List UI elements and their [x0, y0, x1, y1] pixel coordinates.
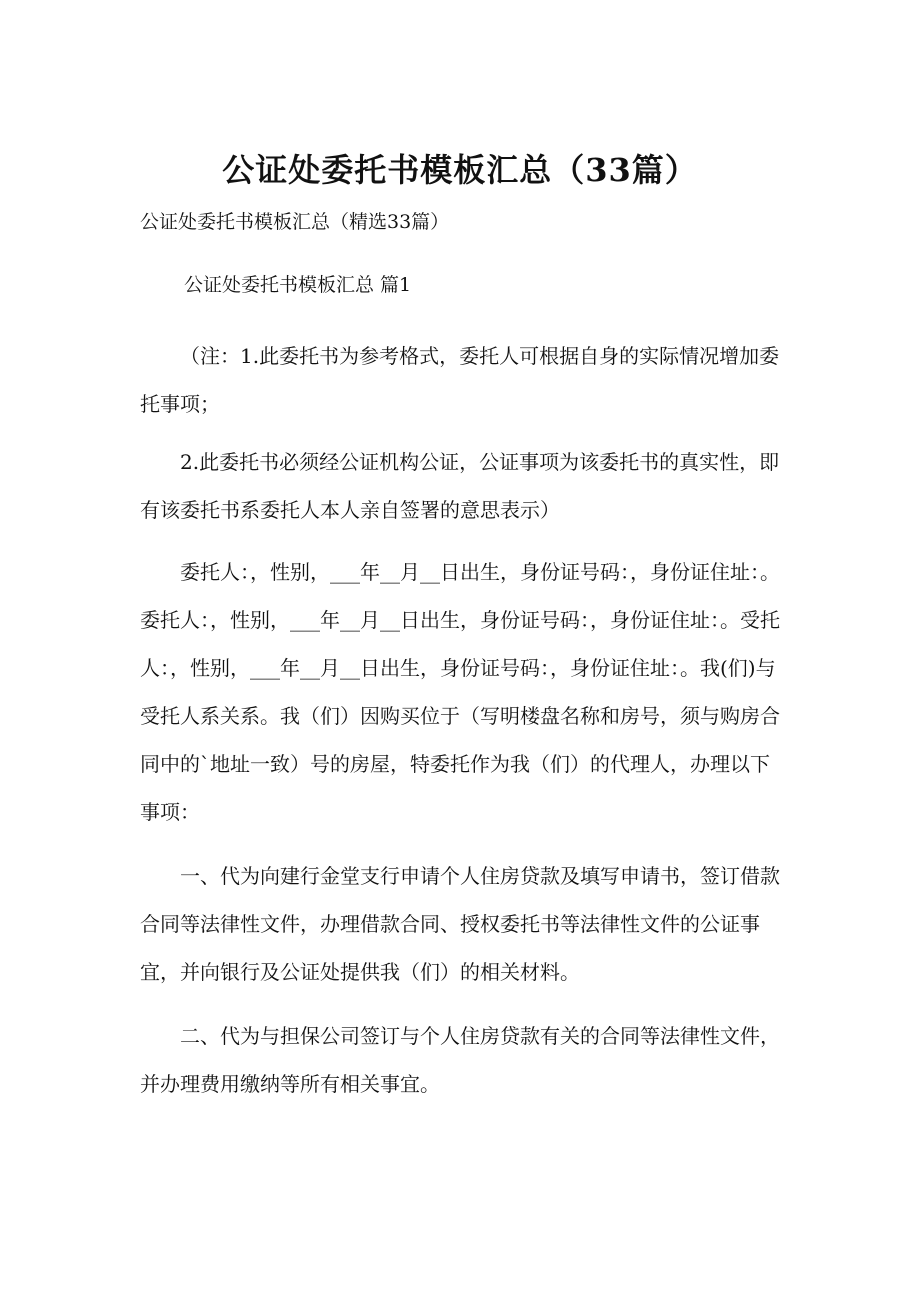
- document-subtitle: 公证处委托书模板汇总（精选33篇）: [140, 211, 450, 233]
- note-paragraph-2: [140, 438, 780, 534]
- note-paragraph-1: [140, 332, 780, 428]
- paragraph-text: （注：1.此委托书为参考格式，委托人可根据自身的实际情况增加委托事项；: [140, 344, 780, 416]
- parties-paragraph: [140, 548, 780, 836]
- paragraph-text: 委托人：，性别，___年__月__日出生，身份证号码：，身份证住址：。委托人：，性别，___年__月__日出生，身份证号码：，身份证住址：。受托人：，性别，___年__月__日出生，身份证号码：，身份证住址：。我(们)与受托人系关系。我（们）因购买位于（写明楼盘名称和房号，须与购房合同中的`地址一致）号的房屋，特委托作为我（们）的代理人，办理以下事项：: [140, 560, 780, 824]
- document-title: 公证处委托书模板汇总（33篇）: [222, 151, 698, 189]
- section-heading: 公证处委托书模板汇总 篇1: [184, 274, 412, 296]
- paragraph-text: 一、代为向建行金堂支行申请个人住房贷款及填写申请书，签订借款合同等法律性文件，办理借款合同、授权委托书等法律性文件的公证事宜，并向银行及公证处提供我（们）的相关材料。: [140, 864, 780, 984]
- item-two-paragraph: [140, 1012, 780, 1108]
- paragraph-text: 二、代为与担保公司签订与个人住房贷款有关的合同等法律性文件，并办理费用缴纳等所有相关事宜。: [140, 1024, 780, 1096]
- item-one-paragraph: [140, 852, 780, 996]
- paragraph-text: 2.此委托书必须经公证机构公证，公证事项为该委托书的真实性，即有该委托书系委托人本人亲自签署的意思表示）: [140, 450, 780, 522]
